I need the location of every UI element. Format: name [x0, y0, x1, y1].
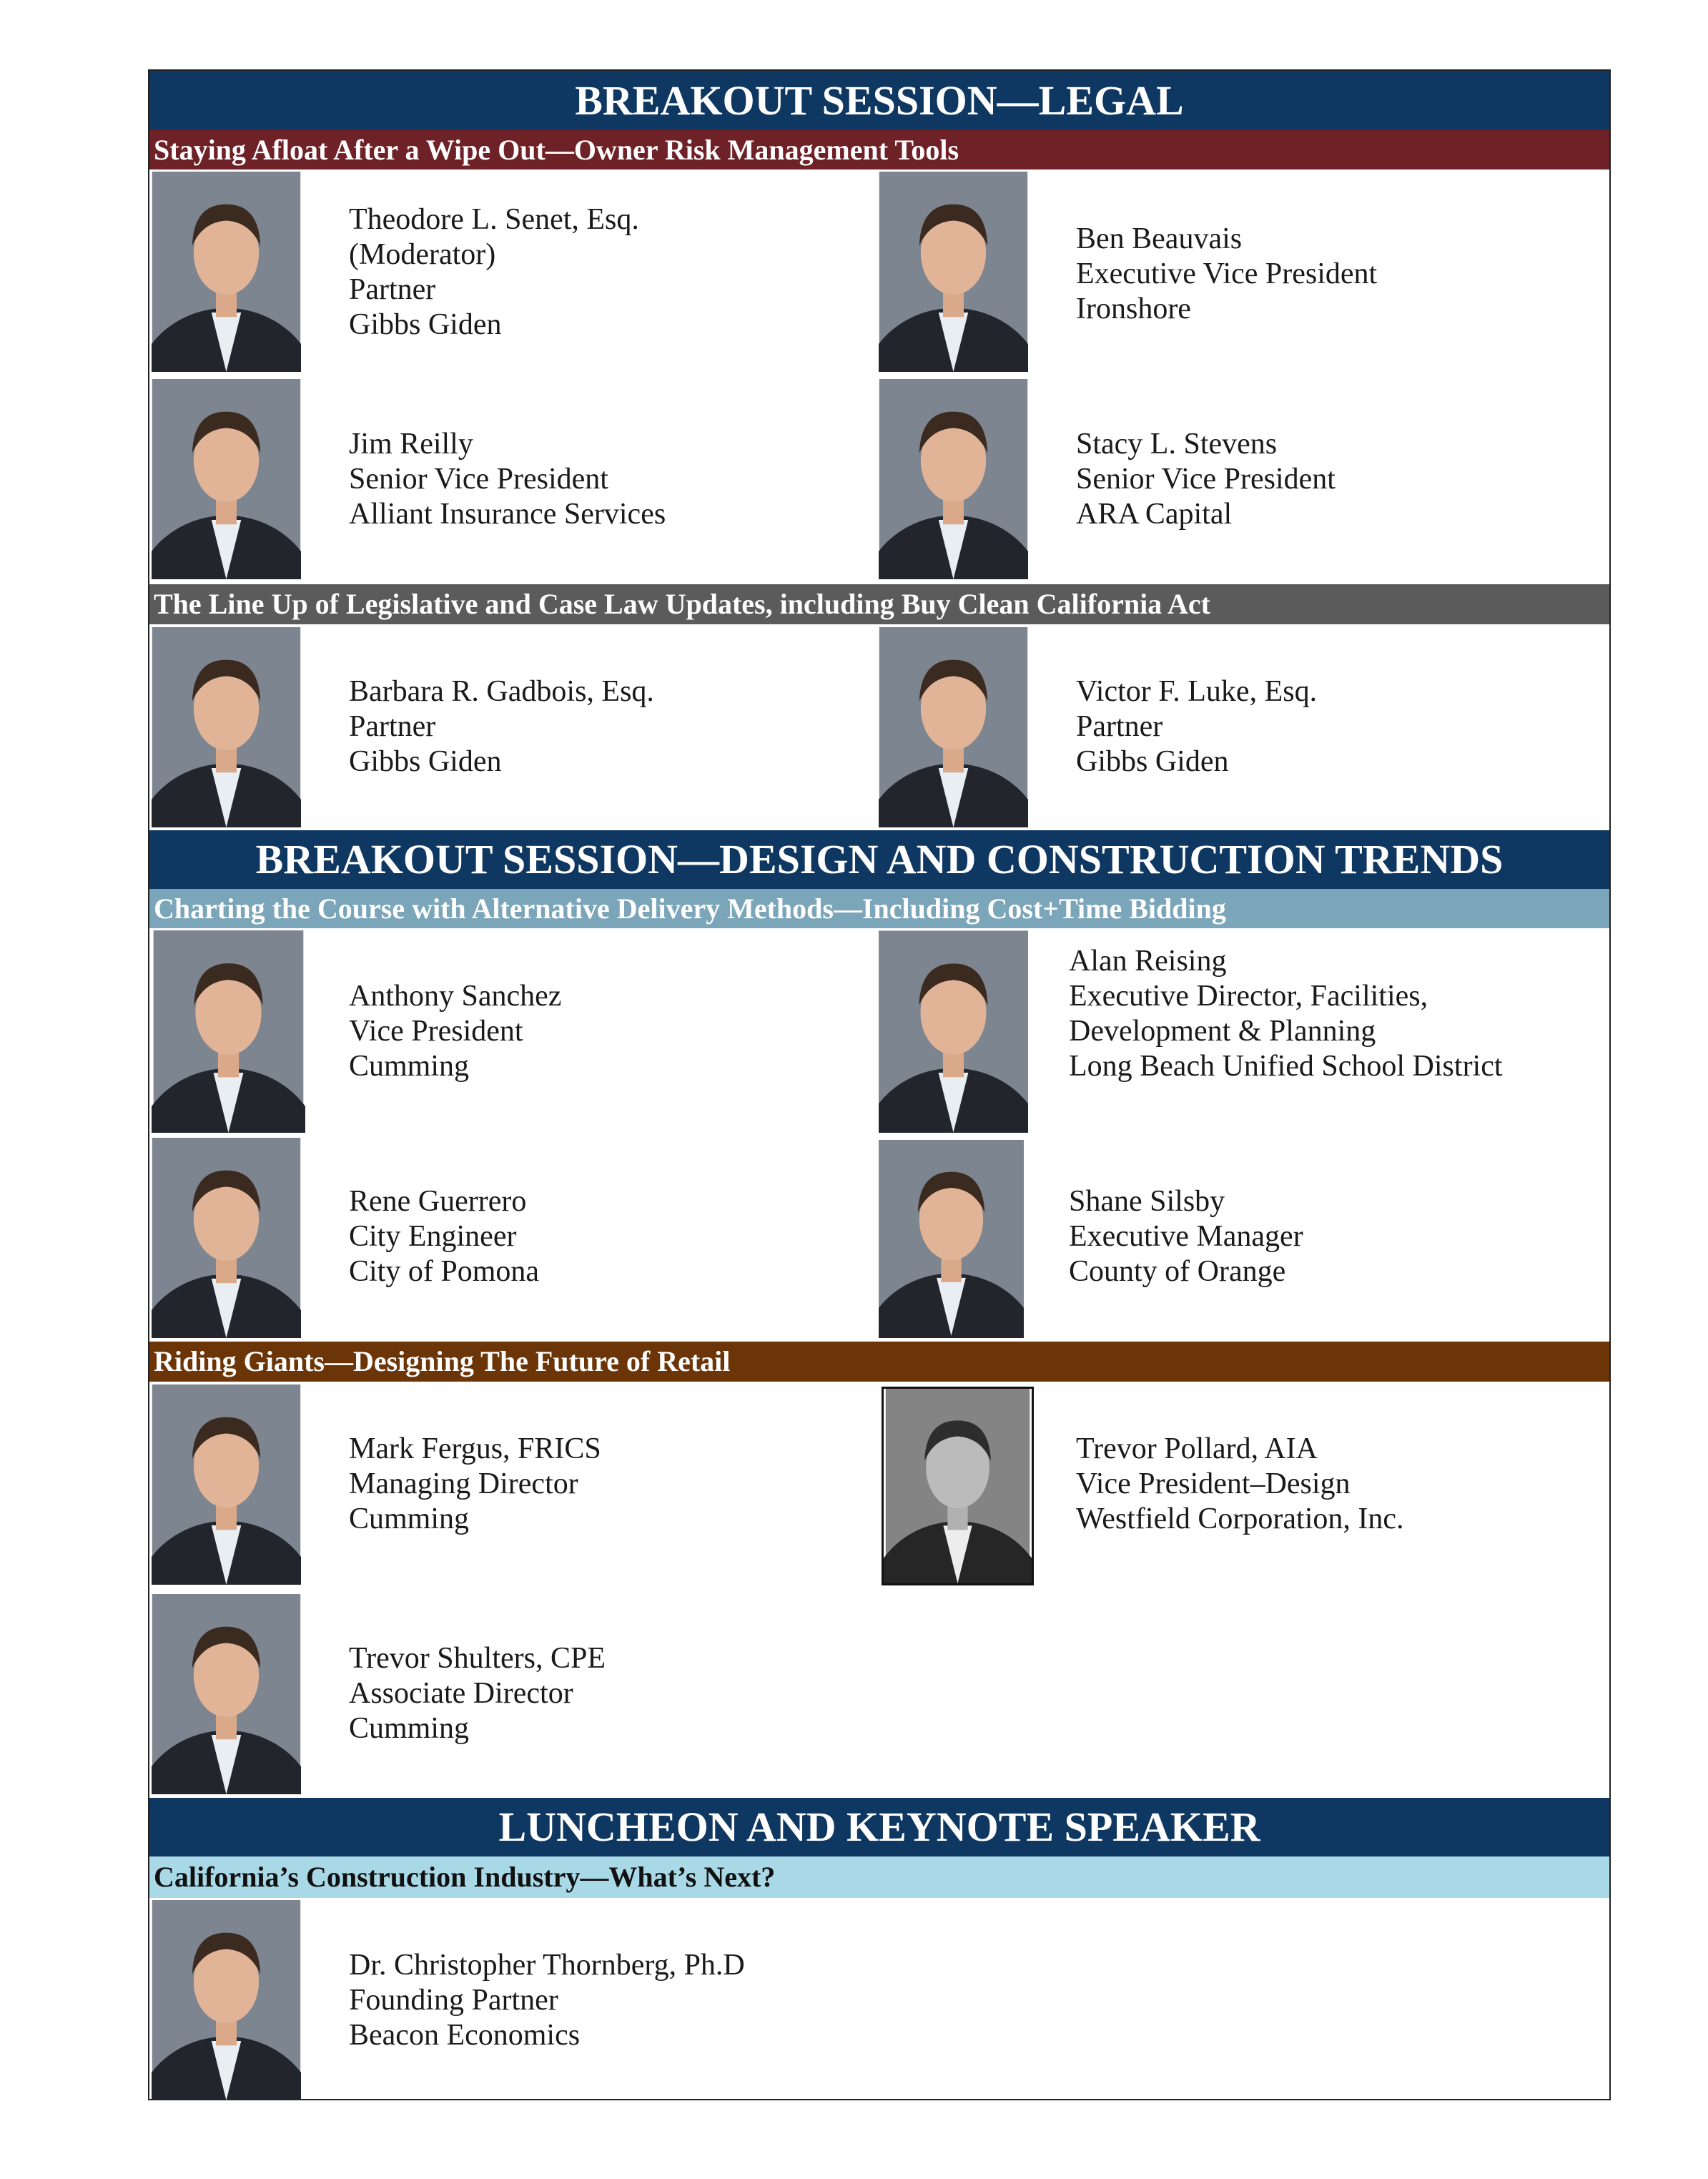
panel-keynote-header: California’s Construction Industry—What’s Next?	[149, 1856, 1609, 1898]
speaker-organization: Cumming	[349, 1502, 470, 1535]
speaker-name: Anthony Sanchez	[349, 980, 562, 1013]
speaker-organization: City of Pomona	[349, 1255, 540, 1288]
speaker-organization: Gibbs Giden	[1076, 745, 1229, 778]
speaker-photo	[879, 1138, 1024, 1338]
speaker-organization: Gibbs Giden	[349, 745, 502, 778]
speaker-card	[349, 1184, 539, 1289]
speaker-title: Associate Director	[349, 1677, 573, 1710]
speaker-card	[349, 979, 561, 1084]
speaker-name: Stacy L. Stevens	[1076, 428, 1278, 461]
speaker-name: Theodore L. Senet, Esq.	[349, 203, 639, 236]
speaker-card	[349, 674, 654, 779]
speaker-organization: Cumming	[349, 1050, 470, 1083]
speaker-organization: Westfield Corporation, Inc.	[1076, 1502, 1404, 1535]
speaker-organization: Long Beach Unified School District	[1069, 1050, 1503, 1083]
speaker-photo	[152, 379, 301, 579]
speaker-title: Senior Vice President	[349, 463, 608, 496]
speaker-photo	[879, 627, 1028, 827]
speaker-title: City Engineer	[349, 1220, 517, 1253]
speaker-title: Partner	[349, 710, 436, 743]
speaker-card	[349, 1641, 606, 1746]
speaker-title-continued: Development & Planning	[1069, 1015, 1376, 1048]
speaker-title: Partner	[1076, 710, 1163, 743]
speaker-photo	[879, 379, 1028, 579]
speaker-organization: Gibbs Giden	[349, 308, 502, 341]
speaker-title: Senior Vice President	[1076, 463, 1336, 496]
speaker-title: Vice President–Design	[1076, 1467, 1351, 1500]
speaker-card	[349, 202, 639, 343]
speaker-name: Victor F. Luke, Esq.	[1076, 675, 1318, 708]
speaker-card	[349, 1432, 601, 1537]
speaker-card	[1076, 427, 1336, 532]
speaker-photo	[152, 172, 301, 372]
speaker-photo	[152, 1594, 301, 1794]
speaker-photo	[882, 1387, 1034, 1585]
speaker-organization: Ironshore	[1076, 292, 1191, 325]
speaker-name: Trevor Shulters, CPE	[349, 1642, 606, 1675]
section-luncheon-header: LUNCHEON AND KEYNOTE SPEAKER	[149, 1798, 1609, 1856]
speaker-photo	[152, 1384, 301, 1585]
speaker-organization: Beacon Economics	[349, 2019, 581, 2052]
speaker-title: Founding Partner	[349, 1984, 558, 2017]
speaker-title: Vice President	[349, 1015, 523, 1048]
panel-legislative-updates-header: The Line Up of Legislative and Case Law Updates, including Buy Clean California Act	[149, 584, 1609, 624]
speaker-role: (Moderator)	[349, 238, 496, 271]
speaker-name: Barbara R. Gadbois, Esq.	[349, 675, 654, 708]
panel-future-of-retail-header: Riding Giants—Designing The Future of Retail	[149, 1342, 1609, 1382]
speaker-photo	[152, 1900, 301, 2100]
speaker-name: Alan Reising	[1069, 945, 1227, 978]
speaker-organization: County of Orange	[1069, 1255, 1286, 1288]
speaker-card	[349, 1948, 745, 2053]
program-frame	[148, 69, 1611, 2100]
speaker-card	[349, 427, 666, 532]
speaker-card	[1076, 674, 1317, 779]
speaker-title: Managing Director	[349, 1467, 578, 1500]
section-design-header: BREAKOUT SESSION—DESIGN AND CONSTRUCTION TRENDS	[149, 830, 1609, 889]
speaker-photo	[879, 172, 1028, 372]
speaker-photo	[879, 930, 1028, 1133]
speaker-name: Shane Silsby	[1069, 1185, 1225, 1218]
speaker-organization: Alliant Insurance Services	[349, 498, 666, 531]
speaker-name: Rene Guerrero	[349, 1185, 527, 1218]
speaker-photo	[152, 930, 305, 1133]
section-legal-header: BREAKOUT SESSION—LEGAL	[149, 71, 1609, 130]
speaker-card	[1069, 1184, 1303, 1289]
panel-risk-management-header: Staying Afloat After a Wipe Out—Owner Risk Management Tools	[149, 130, 1609, 169]
panel-alternative-delivery-header: Charting the Course with Alternative Delivery Methods—Including Cost+Time Bidding	[149, 889, 1609, 928]
speaker-name: Trevor Pollard, AIA	[1076, 1432, 1318, 1465]
speaker-name: Jim Reilly	[349, 428, 473, 461]
speaker-photo	[152, 627, 301, 827]
speaker-title: Executive Manager	[1069, 1220, 1303, 1253]
speaker-name: Mark Fergus, FRICS	[349, 1432, 601, 1465]
speaker-card	[1076, 222, 1377, 327]
speaker-card	[1069, 944, 1503, 1084]
speaker-card	[1076, 1432, 1404, 1537]
speaker-organization: Cumming	[349, 1712, 470, 1745]
speaker-photo	[152, 1138, 301, 1338]
speaker-name: Ben Beauvais	[1076, 222, 1243, 255]
speaker-name: Dr. Christopher Thornberg, Ph.D	[349, 1949, 745, 1982]
speaker-title: Executive Vice President	[1076, 257, 1378, 290]
speaker-organization: ARA Capital	[1076, 498, 1233, 531]
speaker-title: Executive Director, Facilities,	[1069, 980, 1428, 1013]
speaker-title: Partner	[349, 273, 436, 306]
